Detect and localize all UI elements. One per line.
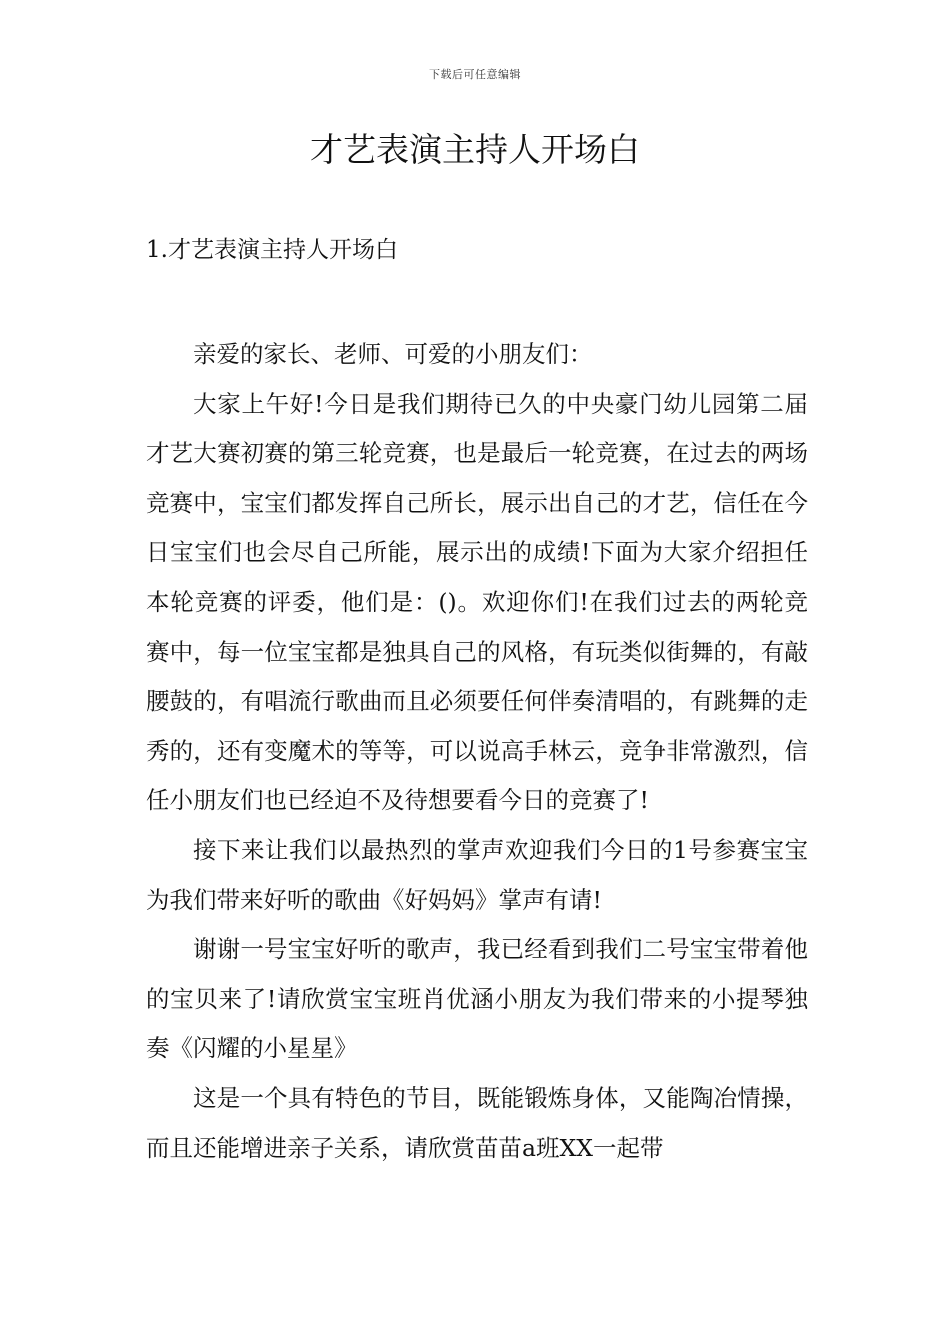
paragraph-contestant-3: 这是一个具有特色的节目，既能锻炼身体，又能陶冶情操，而且还能增进亲子关系，请欣赏苗苗a班XX一起带 [146,1083,808,1162]
paragraph-opening: 大家上午好!今日是我们期待已久的中央豪门幼儿园第二届才艺大赛初赛的第三轮竞赛，也是最后一轮竞赛，在过去的两场竞赛中，宝宝们都发挥自己所长，展示出自己的才艺，信任在今日宝宝们也会尽自己所能，展示出的成绩!下面为大家介绍担任本轮竞赛的评委，他们是：()。欢迎你们!在我们过去的两轮竞赛中，每一位宝宝都是独具自己的风格，有玩类似街舞的，有敲腰鼓的，有唱流行歌曲而且必须要任何伴奏清唱的，有跳舞的走秀的，还有变魔术的等等，可以说高手林云，竞争非常激烈，信任小朋友们也已经迫不及待想要看今日的竞赛了! [146,389,808,815]
document-title: 才艺表演主持人开场白 [310,130,640,169]
paragraph-contestant-1: 接下来让我们以最热烈的掌声欢迎我们今日的1号参赛宝宝为我们带来好听的歌曲《好妈妈》掌声有请! [146,835,808,914]
paragraph-greeting: 亲爱的家长、老师、可爱的小朋友们： [193,340,593,368]
document-body [146,330,808,1173]
header-note: 下载后可任意编辑 [429,68,521,81]
section-heading: 1.才艺表演主持人开场白 [146,237,398,263]
paragraph-contestant-2: 谢谢一号宝宝好听的歌声，我已经看到我们二号宝宝带着他的宝贝来了!请欣赏宝宝班肖优涵小朋友为我们带来的小提琴独奏《闪耀的小星星》 [146,935,808,1063]
